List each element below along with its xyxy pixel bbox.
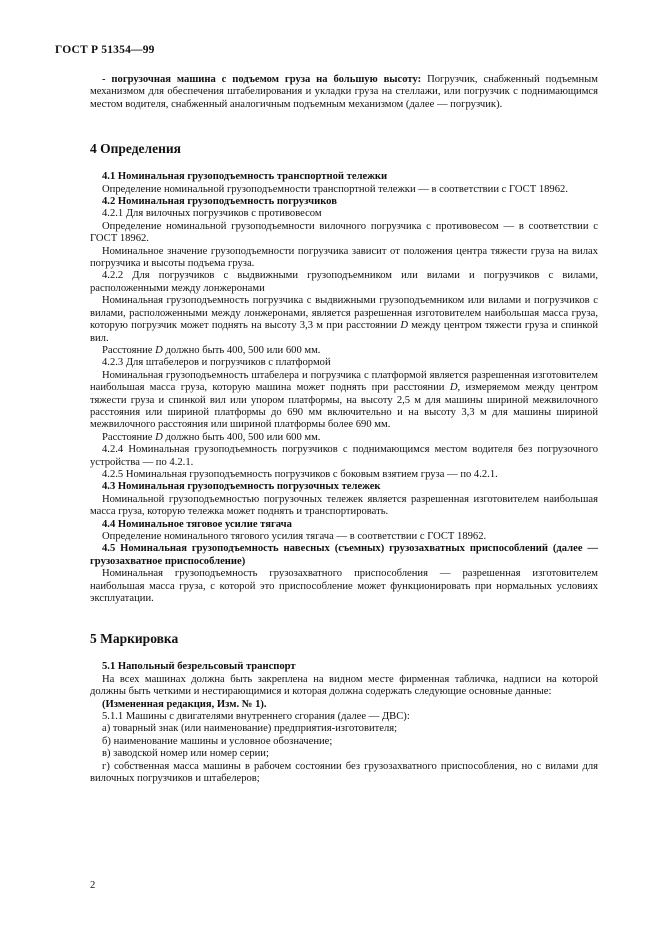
para-4-2-1: 4.2.1 Для вилочных погрузчиков с противовесом <box>102 208 322 220</box>
para-4-2-3-a-text: Номинальная грузоподъемность штабелера и погрузчика с платформой является разрешенная изготовителем наибольшая масса груза, которую машина может поднять при расстоянии <box>90 369 598 394</box>
distance-values: должно быть 400, 500 или 600 мм. <box>162 431 321 443</box>
document-body <box>90 74 598 786</box>
para-5-1-1: 5.1.1 Машины с двигателями внутреннего сгорания (далее — ДВС): <box>102 711 410 723</box>
para-4-2-1-b: Номинальное значение грузоподъемности погрузчика зависит от положения центра тяжести груза на вилах погрузчика и высоты подъема груза. <box>90 245 598 270</box>
heading-4-1: 4.1 Номинальная грузоподъемность транспортной тележки <box>102 171 388 183</box>
para-4-2-3: 4.2.3 Для штабелеров и погрузчиков с платформой <box>102 357 331 369</box>
intro-text: Погрузчик, снабженный подъемным механизмом для обеспечения штабелирования и укладки груза на стеллажи, или погрузчик с поднимающимся местом водителя, снабженный аналогичным подъемным механизмом (далее — погрузчик). <box>90 74 598 110</box>
symbol-d: D <box>449 382 458 394</box>
section-5-title: 5 Маркировка <box>90 631 179 647</box>
distance-values: должно быть 400, 500 или 600 мм. <box>162 344 321 356</box>
para-4-2-2: 4.2.2 Для погрузчиков с выдвижными грузоподъемником или вилами и погрузчиков с вилами, расположенными между лонжеронами <box>90 270 598 294</box>
distance-label: Расстояние <box>102 431 156 443</box>
heading-4-2: 4.2 Номинальная грузоподъемность погрузчиков <box>102 196 337 208</box>
para-4-2-5: 4.2.5 Номинальная грузоподъемность погрузчиков с боковым взятием груза — по 4.2.1. <box>102 468 498 480</box>
symbol-d: D <box>155 344 163 356</box>
page-header: ГОСТ Р 51354—99 <box>55 44 155 56</box>
para-4-1: Определение номинальной грузоподъемности транспортной тележки — в соответствии с ГОСТ 18962. <box>102 183 568 195</box>
para-4-5: Номинальная грузоподъемность грузозахватного приспособления — разрешенная изготовителем наибольшая масса груза, с которой это приспособление может функционировать при нормальных условиях эксплуатации. <box>90 568 598 605</box>
distance-note-2 <box>90 432 598 444</box>
para-4-2-3-a <box>90 370 598 432</box>
para-4-4: Определение номинального тягового усилия тягача — в соответствии с ГОСТ 18962. <box>102 531 487 542</box>
para-4-2-3-a-text-end: , измеряемом между центром тяжести груза и спинкой вил или упором платформы, на высоту 2,5 м для машины шириной межвилочного расстояния или шириной платформы до 690 мм включительно и на высоту 3,3 м для машины шириной межвилочного расстояния или шириной платформы более 690 мм. <box>90 382 598 431</box>
para-4-2-4: 4.2.4 Номинальная грузоподъемность погрузчиков с поднимающимся местом водителя без погрузочного устройства — по 4.2.1. <box>90 444 598 468</box>
intro-term: - погрузочная машина с подъемом груза на большую высоту: <box>102 74 422 85</box>
para-5-1: На всех машинах должна быть закреплена на видном месте фирменная табличка, надписи на которой должны быть четкими и нестирающимися и которая должна содержать следующие основные данные: <box>90 673 598 698</box>
list-item: б) наименование машины и условное обозначение; <box>102 735 333 747</box>
symbol-d: D <box>155 431 163 443</box>
intro-paragraph <box>90 74 598 111</box>
para-4-2-2-a-text: Номинальная грузоподъемность погрузчика с выдвижными грузоподъемником или вилами и погрузчиков с вилами, расположенными между лонжеронами, является разрешенная изготовителем наибольшая масса груза, которую погрузчик может поднять на высоту 3,3 м при расстоянии <box>90 295 598 332</box>
list-item: в) заводской номер или номер серии; <box>102 748 269 760</box>
para-4-2-2-a-text-end: между центром тяжести груза и спинкой вил. <box>90 320 598 344</box>
distance-label: Расстояние <box>102 344 156 356</box>
list-item: г) собственная масса машины в рабочем состоянии без грузозахватного приспособления, но с вилами для вилочных погрузчиков и штабелеров; <box>90 760 598 785</box>
heading-4-3: 4.3 Номинальная грузоподъемность погрузочных тележек <box>102 481 381 493</box>
amendment-note: (Измененная редакция, Изм. № 1). <box>102 698 267 710</box>
section-4-title: 4 Определения <box>90 141 181 157</box>
para-4-2-2-a <box>90 295 598 345</box>
page-number: 2 <box>90 880 96 891</box>
para-4-3: Номинальной грузоподъемностью погрузочных тележек является разрешенная изготовителем наибольшая масса груза, которую тележка может поднять и транспортировать. <box>90 493 598 518</box>
heading-4-4: 4.4 Номинальное тяговое усилие тягача <box>102 518 292 530</box>
para-4-2-1-a: Определение номинальной грузоподъемности вилочного погрузчика с противовесом — в соответствии с ГОСТ 18962. <box>90 220 598 245</box>
heading-5-1: 5.1 Напольный безрельсовый транспорт <box>102 661 296 673</box>
symbol-d: D <box>400 320 408 332</box>
heading-4-5: 4.5 Номинальная грузоподъемность навесных (съемных) грузозахватных приспособлений (далее — грузозахватное приспособление) <box>90 543 598 567</box>
list-item: а) товарный знак (или наименование) предприятия-изготовителя; <box>102 723 398 735</box>
distance-note-1 <box>90 345 598 357</box>
